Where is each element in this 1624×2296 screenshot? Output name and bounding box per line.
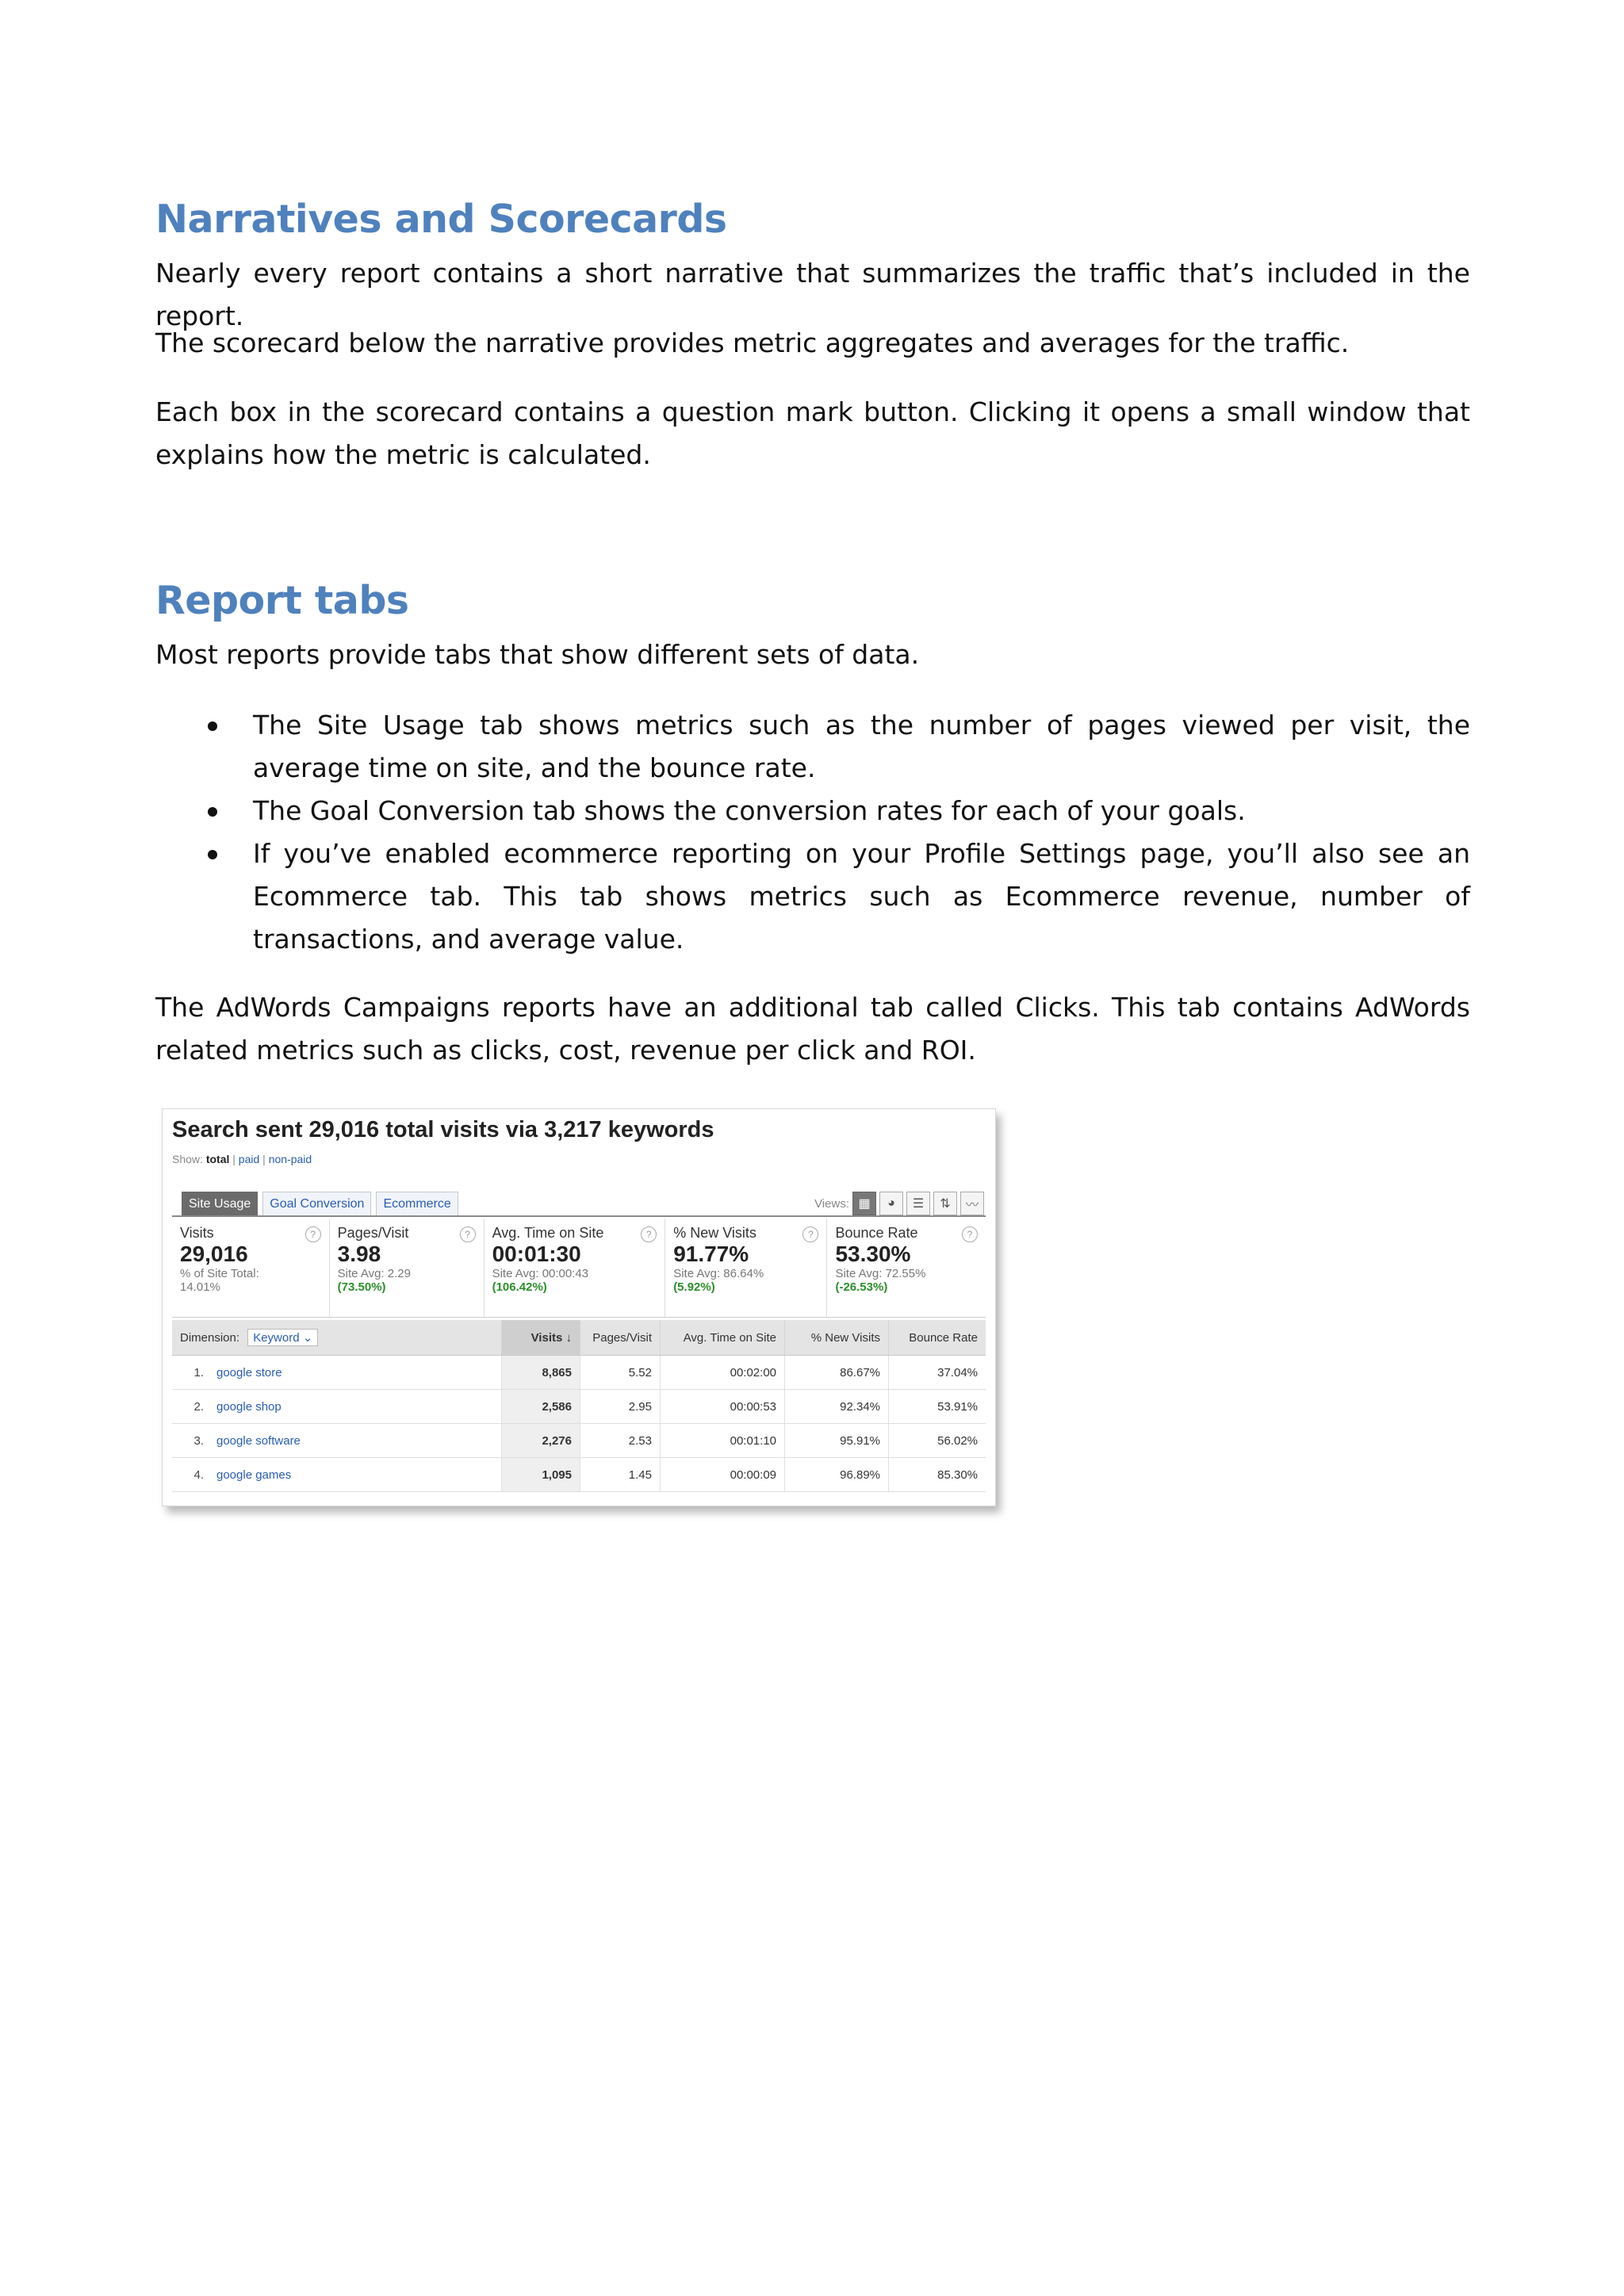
table-header-row [172, 1320, 986, 1356]
segment-filter: Show: total | paid | non-paid [172, 1153, 312, 1165]
scorecard-avg-time: Avg. Time on Site 00:01:30 Site Avg: 00:00:43 (106.42%) ? [485, 1219, 666, 1317]
section-heading-report-tabs: Report tabs [155, 578, 409, 623]
keyword-link[interactable]: google shop [209, 1390, 502, 1424]
tab-site-usage[interactable]: Site Usage [182, 1192, 258, 1216]
scorecard [172, 1219, 986, 1318]
help-icon[interactable]: ? [802, 1226, 818, 1242]
tab-divider [172, 1215, 986, 1217]
list-item: The Goal Conversion tab shows the conversion rates for each of your goals. [155, 790, 1470, 832]
bullet-icon [208, 807, 217, 817]
table-row: 2. google shop 2,586 2.95 00:00:53 92.34% 53.91% [172, 1390, 986, 1424]
trend-icon[interactable]: 〰 [960, 1192, 984, 1215]
tab-goal-conversion[interactable]: Goal Conversion [262, 1192, 371, 1216]
scorecard-bounce-rate: Bounce Rate 53.30% Site Avg: 72.55% (-26.53%) ? [827, 1219, 986, 1317]
table-row: 1. google store 8,865 5.52 00:02:00 86.67% 37.04% [172, 1356, 986, 1390]
tab-ecommerce[interactable]: Ecommerce [376, 1192, 458, 1216]
list-item: The Site Usage tab shows metrics such as the number of pages viewed per visit, the average time on site, and the bounce rate. [155, 704, 1470, 790]
report-narrative: Search sent 29,016 total visits via 3,217 keywords [172, 1117, 714, 1142]
col-pages-visit[interactable]: Pages/Visit [580, 1320, 661, 1356]
report-tabs [182, 1192, 458, 1216]
chevron-down-icon: ⌄ [302, 1331, 313, 1345]
col-new-visits[interactable]: % New Visits [785, 1320, 889, 1356]
pie-icon[interactable]: ◕ [879, 1192, 903, 1215]
paragraph: The AdWords Campaigns reports have an additional tab called Clicks. This tab contains AdWords related metrics such as clicks, cost, revenue per click and ROI. [155, 992, 1470, 1066]
dimension-header: Dimension: Keyword ⌄ [172, 1320, 502, 1356]
keyword-table [172, 1320, 986, 1492]
help-icon[interactable]: ? [962, 1226, 978, 1242]
table-icon[interactable]: ▦ [852, 1192, 876, 1215]
table-row: 3. google software 2,276 2.53 00:01:10 95.91% 56.02% [172, 1424, 986, 1458]
dimension-select[interactable]: Keyword ⌄ [247, 1329, 318, 1346]
filter-paid[interactable]: paid [238, 1153, 260, 1165]
help-icon[interactable]: ? [305, 1226, 321, 1242]
keyword-link[interactable]: google store [209, 1356, 502, 1390]
col-visits[interactable]: Visits ↓ [502, 1320, 580, 1356]
paragraph: Each box in the scorecard contains a question mark button. Clicking it opens a small window that explains how the metric is calculated. [155, 396, 1470, 470]
help-icon[interactable]: ? [460, 1226, 476, 1242]
col-avg-time[interactable]: Avg. Time on Site [661, 1320, 785, 1356]
compare-icon[interactable]: ⇅ [933, 1192, 957, 1215]
section-heading-narratives: Narratives and Scorecards [155, 197, 727, 242]
paragraph: Most reports provide tabs that show different sets of data. [155, 639, 920, 670]
bullet-list [155, 704, 1470, 961]
filter-total[interactable]: total [205, 1153, 230, 1165]
paragraph: Nearly every report contains a short narrative that summarizes the traffic that’s included in the report. [155, 258, 1470, 331]
keyword-link[interactable]: google games [209, 1458, 502, 1492]
bar-icon[interactable]: ☰ [906, 1192, 930, 1215]
view-switcher: Views: ▦ ◕ ☰ ⇅ 〰 [814, 1192, 984, 1215]
table-row: 4. google games 1,095 1.45 00:00:09 96.89% 85.30% [172, 1458, 986, 1492]
list-item: If you’ve enabled ecommerce reporting on your Profile Settings page, you’ll also see an Ecommerce tab. This tab shows metrics such as Ecommerce revenue, number of transactions, and average value. [155, 832, 1470, 961]
col-bounce-rate[interactable]: Bounce Rate [889, 1320, 986, 1356]
bullet-icon [208, 850, 217, 859]
keyword-link[interactable]: google software [209, 1424, 502, 1458]
help-icon[interactable]: ? [641, 1226, 657, 1242]
scorecard-new-visits: % New Visits 91.77% Site Avg: 86.64% (5.92%) ? [665, 1219, 827, 1317]
analytics-report-screenshot [162, 1108, 996, 1506]
bullet-icon [208, 721, 217, 731]
scorecard-visits: Visits 29,016 % of Site Total: 14.01% ? [172, 1219, 330, 1317]
paragraph: The scorecard below the narrative provides metric aggregates and averages for the traffic. [155, 327, 1350, 358]
scorecard-pages-visit: Pages/Visit 3.98 Site Avg: 2.29 (73.50%) ? [330, 1219, 485, 1317]
filter-non-paid[interactable]: non-paid [268, 1153, 312, 1165]
